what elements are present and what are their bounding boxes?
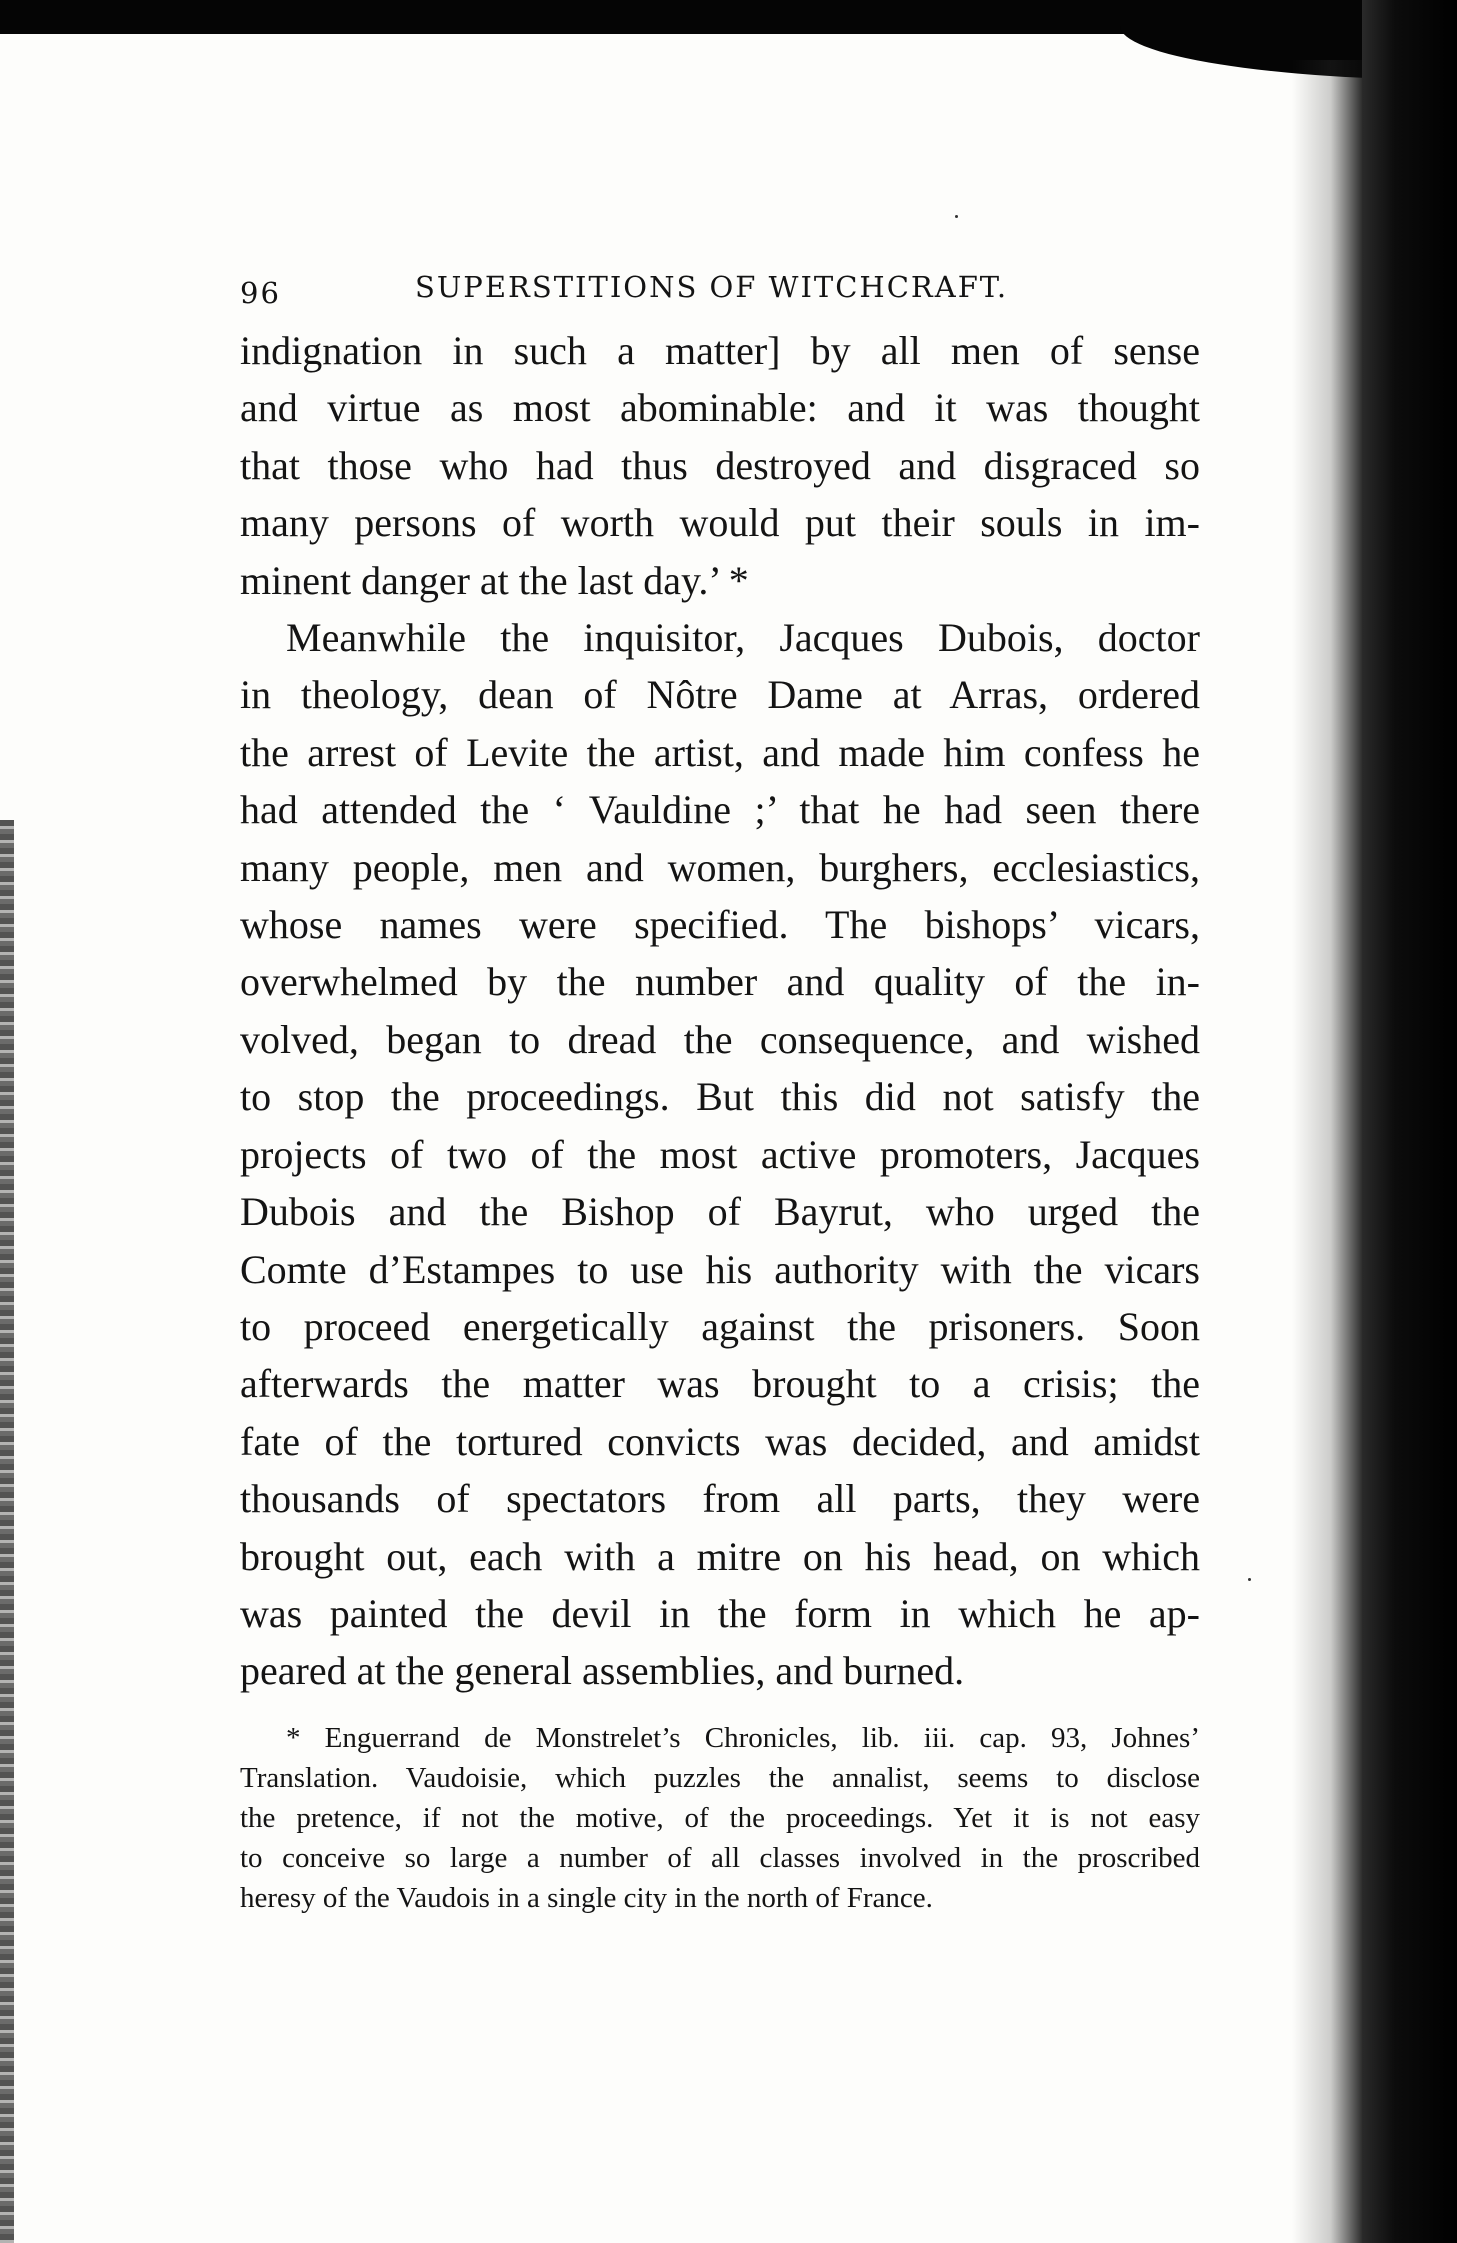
text-line: was painted the devil in the form in which he ap- [240, 1590, 1200, 1636]
text-line: many persons of worth would put their souls in im- [240, 500, 1200, 546]
scan-speck [955, 215, 958, 218]
scan-right-border [1362, 0, 1457, 2243]
text-line: in theology, dean of Nôtre Dame at Arras, ordered [240, 672, 1200, 718]
text-line: whose names were specified. The bishops’ vicars, [240, 902, 1200, 948]
footnote-line: heresy of the Vaudois in a single city in the north of France. [240, 1881, 933, 1914]
text-line: overwhelmed by the number and quality of the in- [240, 959, 1200, 1005]
text-line: minent danger at the last day.’ * [240, 557, 749, 603]
footnote-line: to conceive so large a number of all classes involved in the proscribed [240, 1841, 1200, 1874]
text-line: Meanwhile the inquisitor, Jacques Dubois, doctor [286, 615, 1200, 661]
text-line: and virtue as most abominable: and it was thought [240, 385, 1200, 431]
footnote-line: the pretence, if not the motive, of the proceedings. Yet it is not easy [240, 1801, 1200, 1834]
running-head [240, 262, 1200, 322]
paragraph-1 [240, 322, 1200, 609]
scan-speck [1248, 1578, 1251, 1581]
binding-shadow [1292, 60, 1362, 2243]
text-line: afterwards the matter was brought to a crisis; the [240, 1361, 1200, 1407]
footnote-line: Translation. Vaudoisie, which puzzles the annalist, seems to disclose [240, 1761, 1200, 1794]
text-line: many people, men and women, burghers, ecclesiastics, [240, 844, 1200, 890]
paragraph-2 [240, 609, 1200, 1700]
text-line: to proceed energetically against the prisoners. Soon [240, 1303, 1200, 1349]
text-line: indignation in such a matter] by all men of sense [240, 328, 1200, 373]
text-line: brought out, each with a mitre on his head, on which [240, 1533, 1200, 1579]
footnote [240, 1718, 1200, 1918]
scan-left-page-edges [0, 820, 14, 2243]
footnote-line: * Enguerrand de Monstrelet’s Chronicles, lib. iii. cap. 93, Johnes’ [286, 1721, 1200, 1754]
text-line: had attended the ‘ Vauldine ;’ that he had seen there [240, 787, 1200, 833]
page-number: 96 [240, 276, 281, 310]
text-line: Dubois and the Bishop of Bayrut, who urged the [240, 1189, 1200, 1235]
text-line: that those who had thus destroyed and disgraced so [240, 442, 1200, 488]
text-line: thousands of spectators from all parts, they were [240, 1476, 1200, 1522]
text-line: peared at the general assemblies, and burned. [240, 1648, 965, 1694]
running-title: SUPERSTITIONS OF WITCHCRAFT. [415, 270, 1009, 304]
text-line: fate of the tortured convicts was decided, and amidst [240, 1418, 1200, 1464]
text-line: projects of two of the most active promoters, Jacques [240, 1131, 1200, 1177]
book-page [240, 262, 1200, 1918]
text-line: Comte d’Estampes to use his authority with the vicars [240, 1246, 1200, 1292]
body-text [240, 322, 1200, 1700]
text-line: the arrest of Levite the artist, and made him confess he [240, 729, 1200, 775]
text-line: volved, began to dread the consequence, and wished [240, 1016, 1200, 1062]
text-line: to stop the proceedings. But this did not satisfy the [240, 1074, 1200, 1120]
